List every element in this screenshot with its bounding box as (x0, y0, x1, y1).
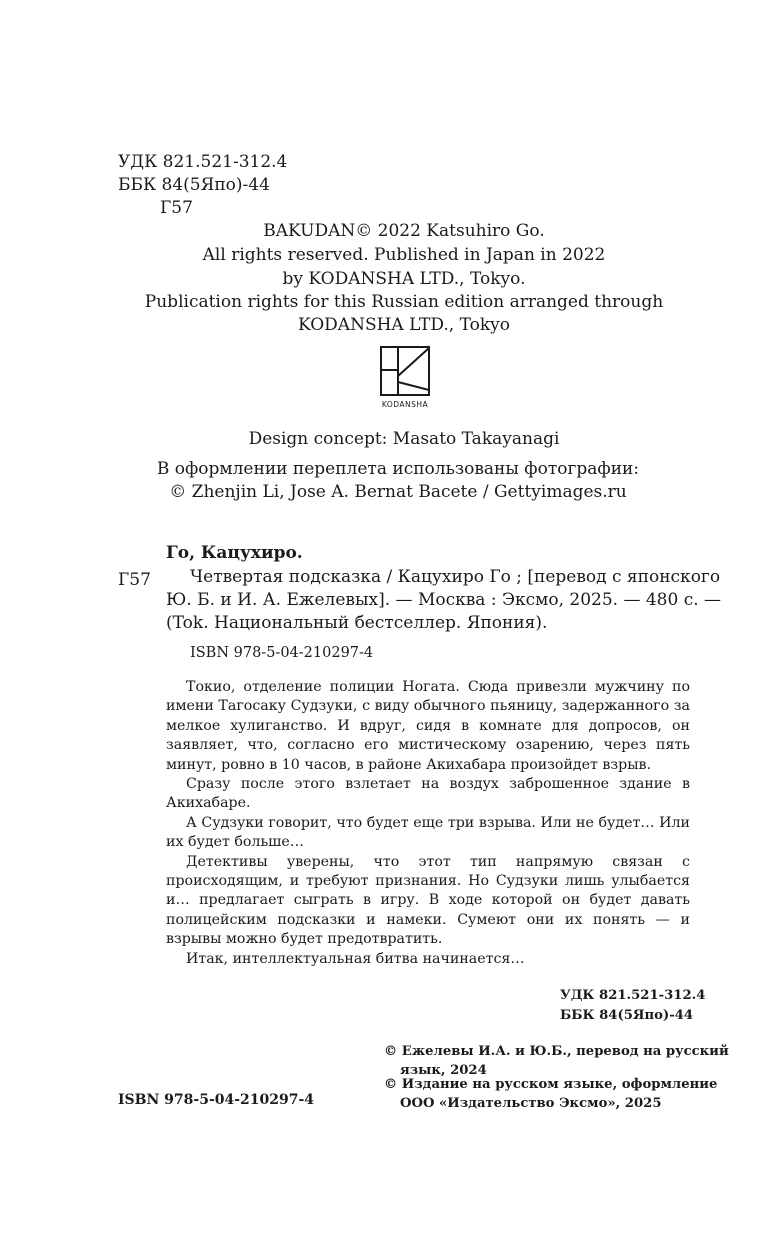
bbk-code: ББК 84(5Япо)-44 (118, 175, 270, 195)
author-mark: Г57 (160, 198, 193, 218)
annotation-paragraph-1: Токио, отделение полиции Ногата. Сюда привезли мужчину по имени Тагосаку Судзуки, с виду обычного пьяницу, задержанного за мелкое хулиганство. И вдруг, сидя в комнате для допросов, он заявляет, что, согласно его мистическому озарению, через пять минут, ровно в 10 часов, в районе Акихабара произойдет взрыв. (166, 679, 690, 773)
bib-isbn: ISBN 978-5-04-210297-4 (190, 645, 374, 661)
udk-code: УДК 821.521-312.4 (118, 152, 288, 172)
design-concept: Design concept: Masato Takayanagi (248, 429, 560, 449)
annotation-paragraph-2: Сразу после этого взлетает на воздух заброшенное здание в Акихабаре. (166, 776, 690, 812)
kodansha-logo-text: KODANSHA (381, 400, 429, 409)
annotation-paragraph-4: Детективы уверены, что этот тип напрямую связан с происходящим, и требуют признания. Но Судзуки лишь улыбается и… предлагает сыграть в игру. В ходе которой он будет давать полицейским подсказки и намеки. Сумеют они их понять — и взрывы можно будет предотвратить. (166, 853, 690, 948)
copyright-line-3: by KODANSHA LTD., Tokyo. (282, 269, 526, 289)
footer-copyright-1b: язык, 2024 (400, 1063, 487, 1078)
bib-line-3: (Tok. Национальный бестселлер. Япония). (166, 613, 548, 633)
annotation-paragraph-5: Итак, интеллектуальная битва начинается… (186, 950, 525, 967)
footer-copyright-2b: ООО «Издательство Эксмо», 2025 (400, 1096, 662, 1111)
photo-credit-2: © Zhenjin Li, Jose A. Bernat Bacete / Gettyimages.ru (169, 482, 627, 502)
bib-author: Го, Кацухиро. (166, 543, 303, 563)
footer-bbk: ББК 84(5Япо)-44 (560, 1008, 694, 1023)
footer-copyright-1: © Ежелевы И.А. и Ю.Б., перевод на русский (384, 1044, 729, 1059)
footer-isbn: ISBN 978-5-04-210297-4 (118, 1092, 315, 1108)
bib-line-2: Ю. Б. и И. А. Ежелевых]. — Москва : Эксмо, 2025. — 480 с. — (166, 590, 722, 610)
copyright-line-4: Publication rights for this Russian edition arranged through (144, 292, 664, 312)
copyright-line-2: All rights reserved. Published in Japan in 2022 (202, 245, 606, 265)
annotation (166, 678, 690, 969)
photo-credit-1: В оформлении переплета использованы фотографии: (156, 459, 640, 479)
bib-line-1: Четвертая подсказка / Кацухиро Го ; [перевод с японского (190, 567, 721, 587)
kodansha-logo-icon (380, 346, 430, 396)
footer-copyright-2: © Издание на русском языке, оформление (384, 1077, 718, 1092)
bib-mark: Г57 (118, 570, 151, 590)
copyright-line-5: KODANSHA LTD., Tokyo (298, 315, 510, 335)
footer-udk: УДК 821.521-312.4 (560, 988, 706, 1003)
annotation-paragraph-3: А Судзуки говорит, что будет еще три взрыва. Или не будет… Или их будет больше… (166, 814, 690, 851)
copyright-line-1: BAKUDAN© 2022 Katsuhiro Go. (263, 221, 545, 241)
